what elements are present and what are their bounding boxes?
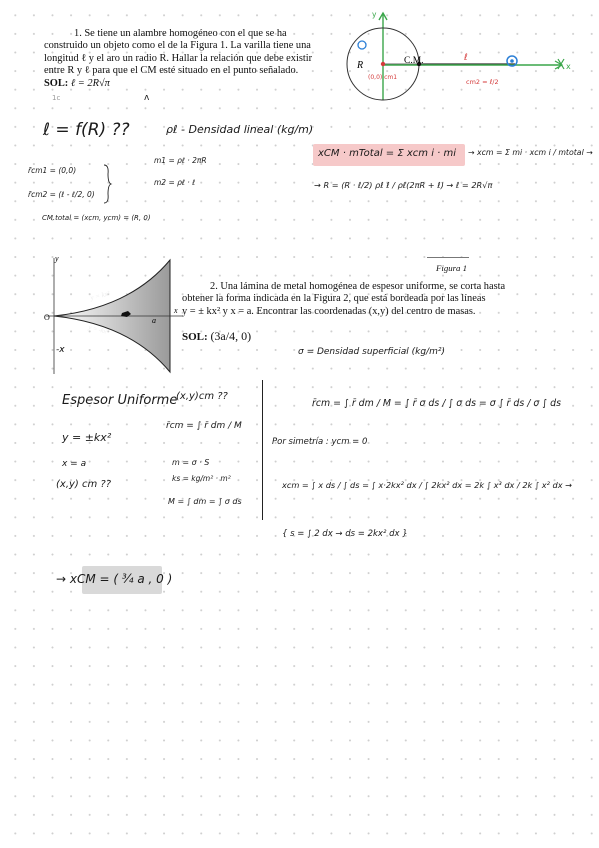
problem1-sol-label: SOL: [44, 77, 69, 89]
problem1-line: 1. Se tiene un alambre homogéneo con el que se ha [74, 28, 287, 39]
divider [262, 380, 263, 520]
figure1 [340, 8, 580, 118]
note-cm-total: CM.total = (xcm, ycm) = (R, 0) [42, 214, 151, 222]
note-r-cm-def: r̄cm = ∫ r̄ dm / M [166, 421, 242, 431]
note-m-sigma: m = σ · S [172, 458, 210, 467]
figure1-label-l: ℓ [464, 53, 468, 63]
brace-icon [102, 164, 112, 204]
note-l-question: ℓ = f(R) ?? [43, 120, 130, 140]
note-espesor: Espesor Uniforme [62, 393, 178, 408]
figure2-curve-top: y = kx² [89, 289, 111, 302]
note-result: → R = (R · ℓ/2) ρℓ ℓ / ρℓ(2πR + ℓ) → ℓ = 2R√π [314, 180, 493, 190]
note-formula-arrow: → xcm = Σ mi · xcm i / mtotal → [468, 148, 593, 157]
figure2-note-neg-x: -x [56, 345, 65, 355]
note-formula-box: xCM · mTotal = Σ xcm i · mi [318, 148, 457, 159]
note-xy-q: (x,y) cm ?? [56, 479, 112, 490]
note-xy-cm: (x,y)cm ?? [176, 391, 228, 402]
note-symmetry: Por simetría : ycm = 0 [272, 437, 368, 447]
problem1-line: construido un objeto como el de la Figura 1. La varilla tiene una [44, 40, 311, 52]
figure2-axis-x: x [174, 306, 178, 315]
note-final: → xCM = ( ¾ a , 0 ) [56, 572, 173, 586]
note-ds: { s = ∫ 2 dx → ds = 2kx² dx } [282, 529, 408, 539]
figure1-cm1-note: (0,0) cm1 [368, 74, 398, 81]
blue-mark-1-icon [358, 41, 366, 49]
note-xcm-chain: xcm = ∫ x ds / ∫ ds = ∫ x·2kx² dx / ∫ 2kx² dx = 2k ∫ x³ dx / 2k ∫ x² dx → [282, 480, 573, 490]
figure2-origin: O [44, 313, 50, 322]
note-rho-def: ρℓ - Densidad lineal (kg/m) [166, 123, 314, 136]
figure1-label-R: R [357, 60, 364, 71]
figure1-axis-x: x [566, 62, 571, 71]
figure1-label-cm: C.M. [404, 56, 424, 66]
note-y-eq: y = ±kx² [62, 431, 112, 444]
note-m2: m2 = ρℓ · ℓ [154, 178, 196, 187]
figure2-curve-bottom: y = -kx² [87, 324, 110, 336]
problem1-line: longitud ℓ y el aro un radio R. Hallar la relación que debe existir [44, 52, 313, 64]
problem2-sol-label: SOL: [182, 331, 208, 343]
figure2-axis-y: y [55, 254, 59, 263]
problem2-text [182, 281, 554, 318]
note-ks: ks = kg/m² · m² [172, 474, 231, 483]
note-m1: m1 = ρℓ · 2πR [154, 156, 207, 165]
problem2-line: 2. Una lámina de metal homogénea de espesor uniforme, se corta hasta [210, 281, 506, 292]
note-x-eq: x = a [62, 459, 87, 469]
problem2-line: obtener la forma indicada en la Figura 2, que está bordeada por las líneas [182, 293, 486, 305]
figure2 [40, 250, 190, 380]
figure1-axis-y: y [372, 10, 377, 19]
problem2-line: y = ± kx² y x = a. Encontrar las coordenadas (x,y) del centro de masas. [182, 305, 476, 317]
note-M-int: M = ∫ dm = ∫ σ ds [168, 497, 242, 506]
note-r-cm2: r̄cm2 = (ℓ - ℓ/2, 0) [28, 190, 95, 199]
problem1-text [44, 28, 346, 90]
problem2-sol [182, 330, 251, 343]
problem1-line: entre R y ℓ para que el CM esté situado en el punto señalado. [44, 65, 299, 77]
note-r-cm1: r̄cm1 = (0,0) [28, 166, 77, 175]
problem2-sol-value: (3a/4, 0) [210, 329, 252, 343]
figure1-caption: Figura 1 [436, 263, 468, 273]
note-sigma-def: σ = Densidad superficial (kg/m²) [298, 347, 445, 357]
figure1-cm2-note: cm2 = ℓ/2 [466, 78, 499, 86]
note-rcm-chain: r̄cm = ∫ r̄ dm / M = ∫ r̄ σ ds / ∫ σ ds = σ ∫ r̄ ds / σ ∫ ds [312, 398, 561, 409]
problem1-sol-value: ℓ = 2R√π [70, 77, 110, 89]
figure2-label-a: a [152, 316, 156, 325]
